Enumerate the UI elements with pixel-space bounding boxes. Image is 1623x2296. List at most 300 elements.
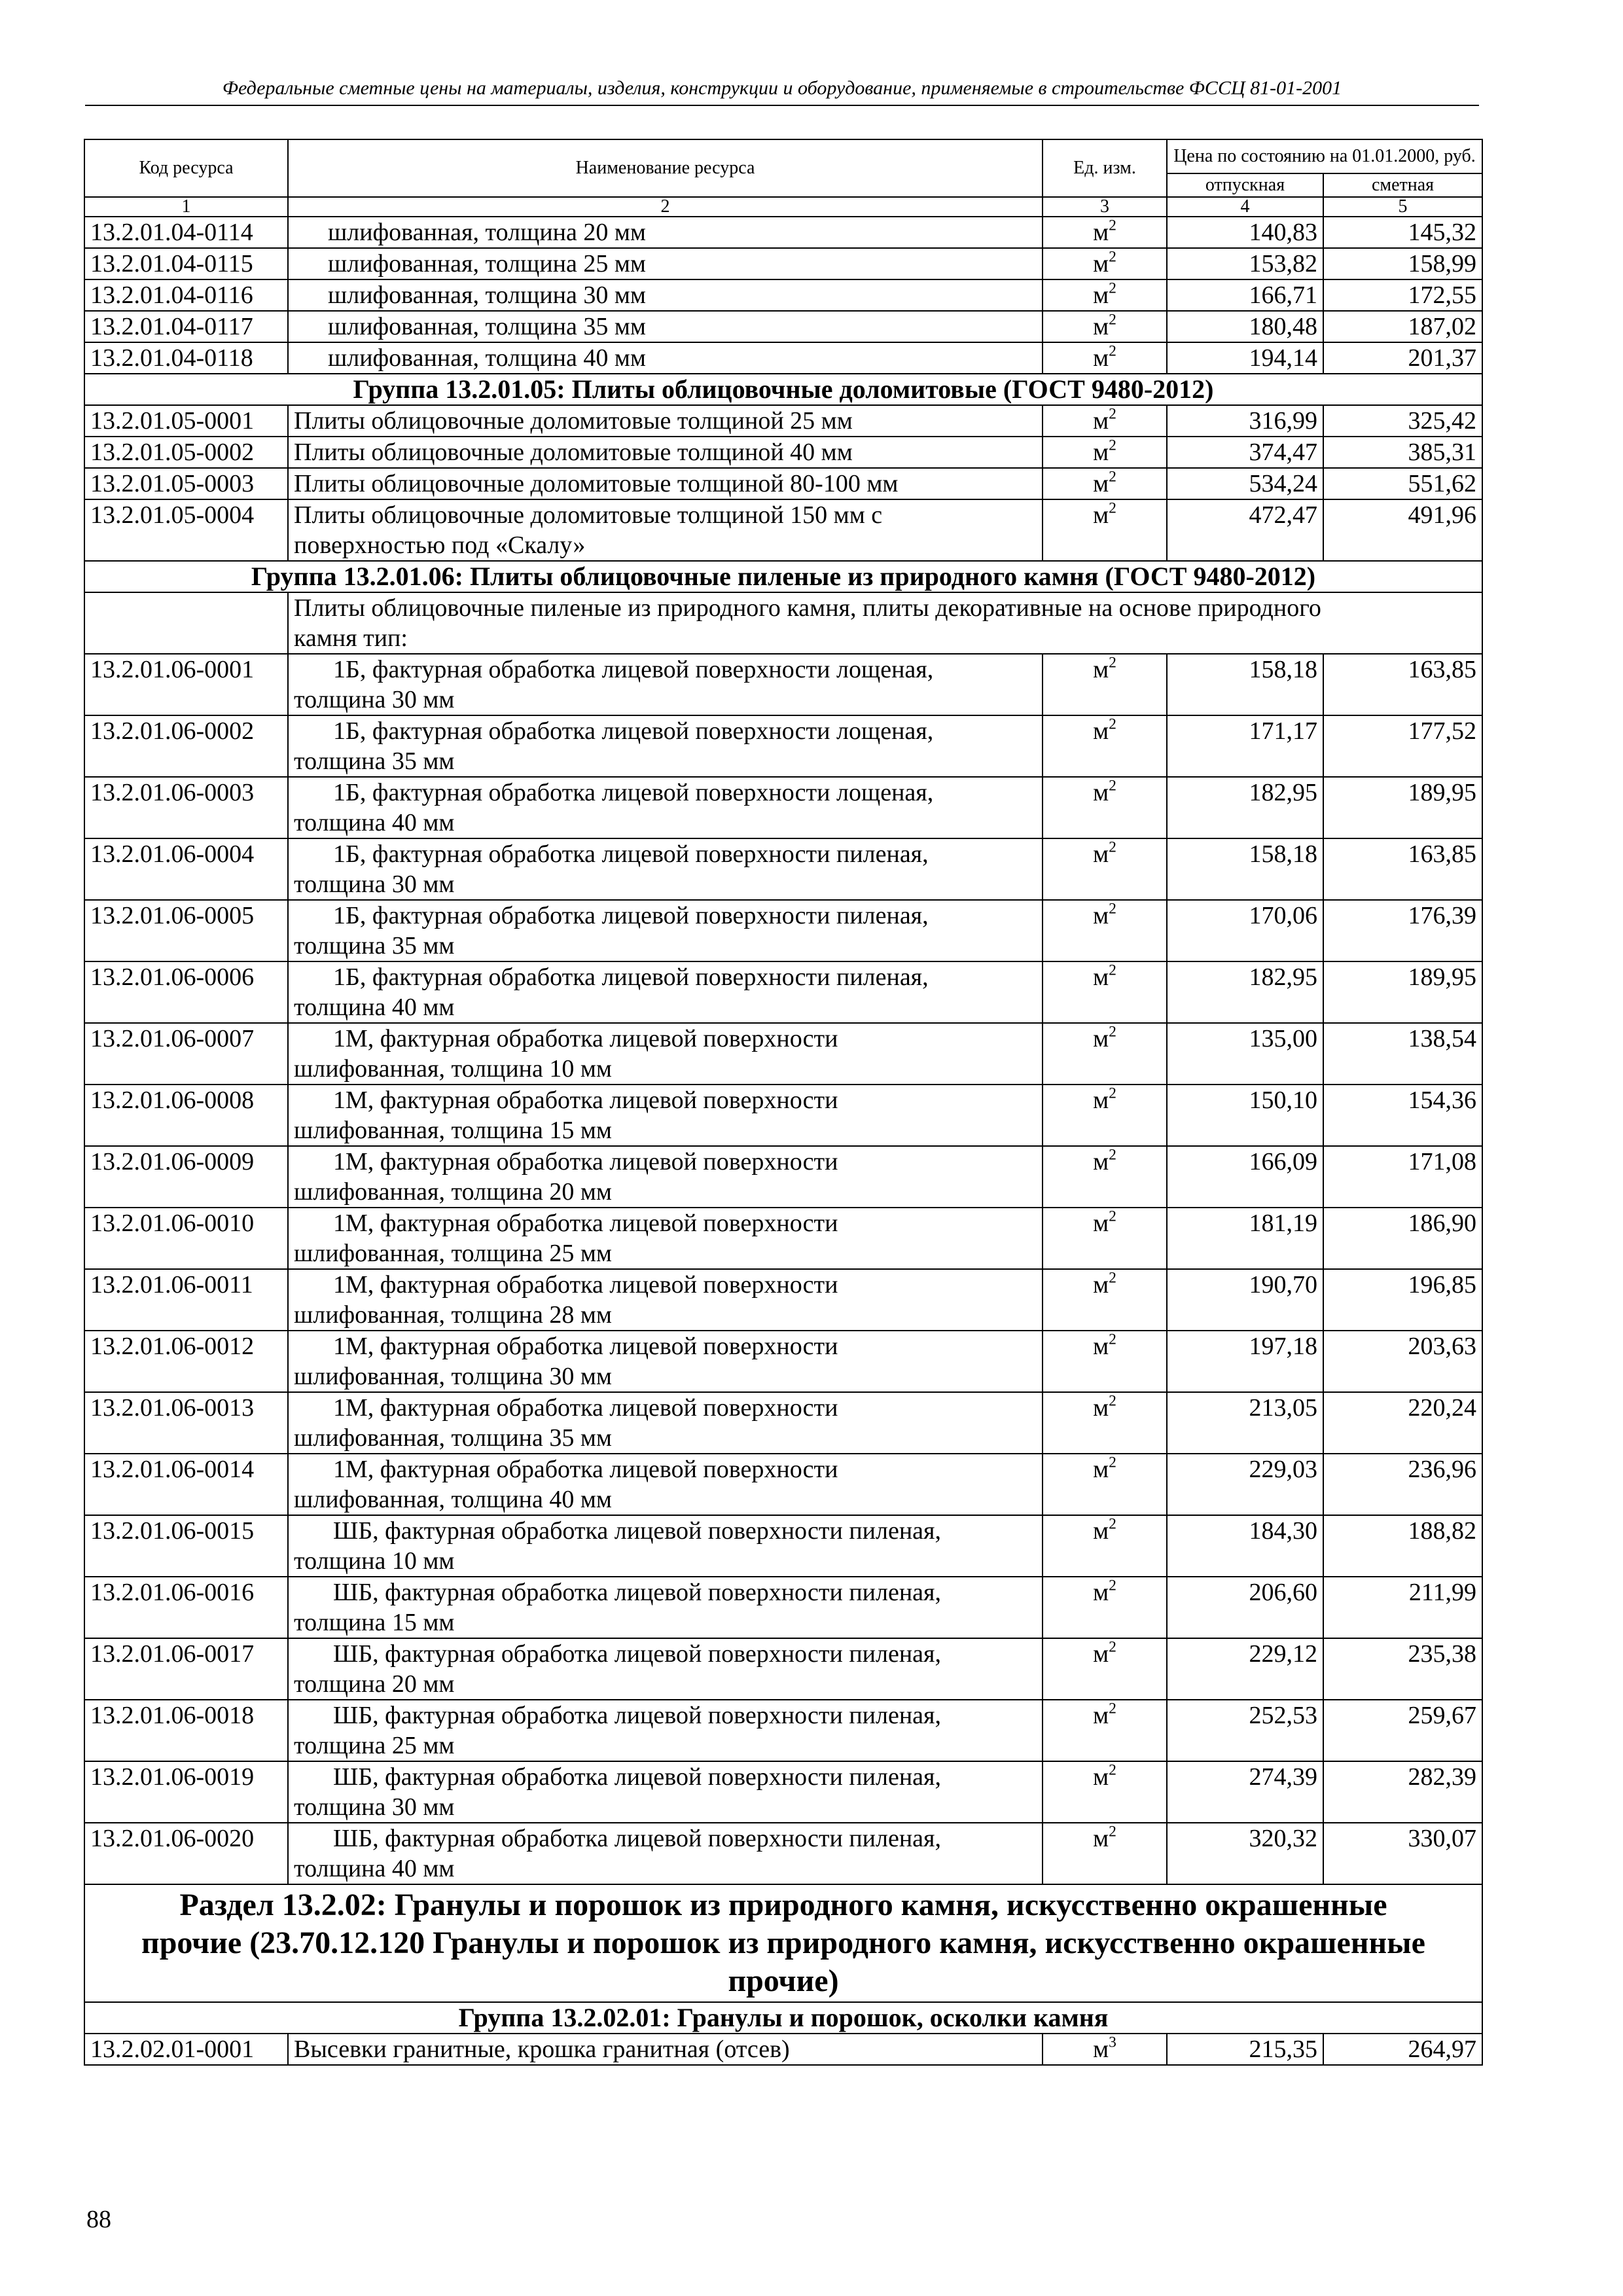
table-row: [84, 1823, 1482, 1884]
resource-name-line: 1М, фактурная обработка лицевой поверхности: [333, 1456, 838, 1483]
resource-code: 13.2.01.06-0003: [84, 777, 288, 838]
col-number: 1: [84, 197, 288, 217]
release-price: 206,60: [1167, 1577, 1323, 1638]
resource-name-line: Высевки гранитные, крошка гранитная (отсев): [294, 2036, 790, 2063]
resource-name-line: 1М, фактурная обработка лицевой поверхности: [333, 1271, 838, 1299]
unit-base: м: [1093, 1333, 1109, 1360]
estimate-price: 235,38: [1323, 1638, 1482, 1700]
unit-base: м: [1093, 1025, 1109, 1052]
resource-name-line: толщина 40 мм: [294, 809, 455, 836]
resource-name: [288, 499, 1043, 561]
resource-code: 13.2.01.05-0003: [84, 468, 288, 499]
unit-of-measure: [1043, 217, 1167, 248]
resource-code: 13.2.01.04-0116: [84, 279, 288, 311]
table-row: [84, 499, 1482, 561]
resource-name-line: 1Б, фактурная обработка лицевой поверхности пиленая,: [333, 902, 929, 929]
estimate-price: 211,99: [1323, 1577, 1482, 1638]
resource-name-line: толщина 40 мм: [294, 994, 455, 1021]
col-header-code: Код ресурса: [84, 139, 288, 197]
resource-name-line: шлифованная, толщина 35 мм: [294, 1424, 612, 1452]
group-note-line: камня тип:: [294, 624, 408, 652]
resource-name: [288, 1146, 1043, 1208]
table-row: [84, 437, 1482, 468]
table-row: [84, 1761, 1482, 1823]
group-heading: Группа 13.2.02.01: Гранулы и порошок, осколки камня: [84, 2002, 1482, 2034]
resource-code: 13.2.01.04-0118: [84, 342, 288, 374]
resource-code: 13.2.01.06-0009: [84, 1146, 288, 1208]
resource-name-line: шлифованная, толщина 15 мм: [294, 1117, 612, 1144]
resource-name: [288, 654, 1043, 715]
resource-name: [288, 1577, 1043, 1638]
unit-exponent: 2: [1109, 217, 1116, 234]
unit-of-measure: [1043, 1331, 1167, 1392]
resource-code: 13.2.01.06-0007: [84, 1023, 288, 1085]
unit-exponent: 2: [1109, 1515, 1116, 1533]
estimate-price: 163,85: [1323, 654, 1482, 715]
unit-exponent: 2: [1109, 715, 1116, 733]
estimate-price: 177,52: [1323, 715, 1482, 777]
unit-exponent: 2: [1109, 1146, 1116, 1164]
resource-name-line: толщина 40 мм: [294, 1855, 455, 1882]
resource-name-line: толщина 35 мм: [294, 932, 455, 960]
unit-of-measure: [1043, 715, 1167, 777]
resource-code: 13.2.01.05-0002: [84, 437, 288, 468]
resource-name-line: поверхностью под «Скалу»: [294, 531, 586, 559]
release-price: 472,47: [1167, 499, 1323, 561]
unit-of-measure: [1043, 468, 1167, 499]
unit-base: м: [1093, 1517, 1109, 1545]
resource-name: [288, 342, 1043, 374]
release-price: 252,53: [1167, 1700, 1323, 1761]
resource-code: 13.2.02.01-0001: [84, 2034, 288, 2065]
resource-name-line: толщина 25 мм: [294, 1732, 455, 1759]
resource-name: [288, 838, 1043, 900]
resource-name-line: ШБ, фактурная обработка лицевой поверхности пиленая,: [333, 1517, 941, 1545]
unit-base: м: [1093, 656, 1109, 683]
unit-of-measure: [1043, 1761, 1167, 1823]
unit-base: м: [1093, 1579, 1109, 1606]
col-header-name: Наименование ресурса: [288, 139, 1043, 197]
col-number: 2: [288, 197, 1043, 217]
resource-code: 13.2.01.06-0015: [84, 1515, 288, 1577]
unit-base: м: [1093, 902, 1109, 929]
empty-code-cell: [84, 592, 288, 654]
estimate-price: 189,95: [1323, 961, 1482, 1023]
unit-base: м: [1093, 2036, 1109, 2063]
resource-name: [288, 777, 1043, 838]
release-price: 229,12: [1167, 1638, 1323, 1700]
table-row: [84, 1454, 1482, 1515]
unit-of-measure: [1043, 499, 1167, 561]
table-row: [84, 2034, 1482, 2065]
unit-base: м: [1093, 1394, 1109, 1422]
unit-of-measure: [1043, 1454, 1167, 1515]
release-price: 229,03: [1167, 1454, 1323, 1515]
unit-of-measure: [1043, 1577, 1167, 1638]
group-note: [288, 592, 1482, 654]
estimate-price: 196,85: [1323, 1269, 1482, 1331]
resource-name-line: шлифованная, толщина 10 мм: [294, 1055, 612, 1083]
unit-base: м: [1093, 281, 1109, 309]
resource-name: [288, 1331, 1043, 1392]
table-row: [84, 1515, 1482, 1577]
release-price: 180,48: [1167, 311, 1323, 342]
group-heading-row: [84, 2002, 1482, 2034]
resource-name-line: 1Б, фактурная обработка лицевой поверхности лощеная,: [333, 656, 934, 683]
release-price: 213,05: [1167, 1392, 1323, 1454]
unit-base: м: [1093, 1148, 1109, 1175]
resource-code: 13.2.01.06-0018: [84, 1700, 288, 1761]
resource-name-line: толщина 30 мм: [294, 870, 455, 898]
resource-name: [288, 468, 1043, 499]
estimate-price: 172,55: [1323, 279, 1482, 311]
estimate-price: 259,67: [1323, 1700, 1482, 1761]
resource-name-line: Плиты облицовочные доломитовые толщиной 25 мм: [294, 407, 853, 435]
unit-exponent: 2: [1109, 1269, 1116, 1287]
resource-name-line: ШБ, фактурная обработка лицевой поверхности пиленая,: [333, 1825, 941, 1852]
release-price: 166,09: [1167, 1146, 1323, 1208]
unit-of-measure: [1043, 1392, 1167, 1454]
estimate-price: 163,85: [1323, 838, 1482, 900]
unit-of-measure: [1043, 2034, 1167, 2065]
column-number-row: [84, 197, 1482, 217]
resource-name-line: 1М, фактурная обработка лицевой поверхности: [333, 1086, 838, 1114]
unit-base: м: [1093, 250, 1109, 278]
unit-exponent: 2: [1109, 342, 1116, 360]
resource-name: [288, 1392, 1043, 1454]
table-row: [84, 715, 1482, 777]
resource-name: [288, 1454, 1043, 1515]
unit-of-measure: [1043, 1638, 1167, 1700]
unit-exponent: 2: [1109, 499, 1116, 517]
release-price: 534,24: [1167, 468, 1323, 499]
unit-of-measure: [1043, 1515, 1167, 1577]
section-heading-row: [84, 1884, 1482, 2002]
resource-name-line: 1М, фактурная обработка лицевой поверхности: [333, 1333, 838, 1360]
resource-name-line: толщина 10 мм: [294, 1547, 455, 1575]
unit-of-measure: [1043, 248, 1167, 279]
unit-of-measure: [1043, 1823, 1167, 1884]
resource-name: [288, 1023, 1043, 1085]
unit-base: м: [1093, 1210, 1109, 1237]
unit-exponent: 2: [1109, 1331, 1116, 1348]
resource-code: 13.2.01.06-0010: [84, 1208, 288, 1269]
resource-name-line: 1Б, фактурная обработка лицевой поверхности лощеная,: [333, 717, 934, 745]
unit-exponent: 2: [1109, 1208, 1116, 1225]
resource-name-line: ШБ, фактурная обработка лицевой поверхности пиленая,: [333, 1579, 941, 1606]
resource-name: [288, 1208, 1043, 1269]
resource-code: 13.2.01.06-0004: [84, 838, 288, 900]
table-row: [84, 1700, 1482, 1761]
table-row: [84, 1638, 1482, 1700]
estimate-price: 158,99: [1323, 248, 1482, 279]
resource-name-line: 1М, фактурная обработка лицевой поверхности: [333, 1148, 838, 1175]
table-row: [84, 1208, 1482, 1269]
resource-code: 13.2.01.06-0002: [84, 715, 288, 777]
estimate-price: 188,82: [1323, 1515, 1482, 1577]
resource-name-line: 1М, фактурная обработка лицевой поверхности: [333, 1025, 838, 1052]
release-price: 190,70: [1167, 1269, 1323, 1331]
resource-name-line: толщина 15 мм: [294, 1609, 455, 1636]
section-heading: [84, 1884, 1482, 2002]
resource-name: [288, 311, 1043, 342]
resource-code: 13.2.01.06-0012: [84, 1331, 288, 1392]
release-price: 153,82: [1167, 248, 1323, 279]
resource-name: [288, 217, 1043, 248]
unit-of-measure: [1043, 838, 1167, 900]
release-price: 135,00: [1167, 1023, 1323, 1085]
col-header-unit: Ед. изм.: [1043, 139, 1167, 197]
unit-exponent: 2: [1109, 1454, 1116, 1471]
estimate-price: 236,96: [1323, 1454, 1482, 1515]
resource-code: 13.2.01.06-0005: [84, 900, 288, 961]
unit-exponent: 2: [1109, 777, 1116, 795]
estimate-price: 264,97: [1323, 2034, 1482, 2065]
resource-name-line: Плиты облицовочные доломитовые толщиной 80-100 мм: [294, 470, 899, 497]
resource-name-line: шлифованная, толщина 20 мм: [328, 219, 646, 246]
unit-of-measure: [1043, 1146, 1167, 1208]
col-number: 3: [1043, 197, 1167, 217]
unit-exponent: 2: [1109, 900, 1116, 918]
estimate-price: 138,54: [1323, 1023, 1482, 1085]
unit-base: м: [1093, 219, 1109, 246]
estimate-price: 189,95: [1323, 777, 1482, 838]
estimate-price: 282,39: [1323, 1761, 1482, 1823]
unit-base: м: [1093, 344, 1109, 372]
unit-of-measure: [1043, 1023, 1167, 1085]
unit-base: м: [1093, 1702, 1109, 1729]
estimate-price: 385,31: [1323, 437, 1482, 468]
table-body: [84, 217, 1482, 2065]
unit-of-measure: [1043, 654, 1167, 715]
resource-name: [288, 1638, 1043, 1700]
resource-name-line: ШБ, фактурная обработка лицевой поверхности пиленая,: [333, 1763, 941, 1791]
resource-name-line: 1М, фактурная обработка лицевой поверхности: [333, 1394, 838, 1422]
release-price: 316,99: [1167, 405, 1323, 437]
unit-exponent: 2: [1109, 468, 1116, 486]
unit-exponent: 2: [1109, 838, 1116, 856]
resource-code: 13.2.01.06-0014: [84, 1454, 288, 1515]
unit-base: м: [1093, 1763, 1109, 1791]
unit-base: м: [1093, 840, 1109, 868]
table-row: [84, 1331, 1482, 1392]
unit-of-measure: [1043, 777, 1167, 838]
release-price: 166,71: [1167, 279, 1323, 311]
unit-of-measure: [1043, 1269, 1167, 1331]
estimate-price: 176,39: [1323, 900, 1482, 961]
resource-name-line: шлифованная, толщина 35 мм: [328, 313, 646, 340]
estimate-price: 220,24: [1323, 1392, 1482, 1454]
table-row: [84, 838, 1482, 900]
resource-code: 13.2.01.06-0020: [84, 1823, 288, 1884]
resource-name-line: Плиты облицовочные доломитовые толщиной 40 мм: [294, 439, 853, 466]
table-row: [84, 1085, 1482, 1146]
release-price: 215,35: [1167, 2034, 1323, 2065]
unit-exponent: 2: [1109, 1392, 1116, 1410]
unit-of-measure: [1043, 961, 1167, 1023]
unit-base: м: [1093, 407, 1109, 435]
resource-code: 13.2.01.06-0001: [84, 654, 288, 715]
col-header-estimate: сметная: [1323, 173, 1482, 197]
release-price: 171,17: [1167, 715, 1323, 777]
unit-exponent: 2: [1109, 1823, 1116, 1840]
release-price: 150,10: [1167, 1085, 1323, 1146]
estimate-price: 551,62: [1323, 468, 1482, 499]
table-row: [84, 1577, 1482, 1638]
resource-code: 13.2.01.06-0011: [84, 1269, 288, 1331]
resource-code: 13.2.01.04-0114: [84, 217, 288, 248]
table-row: [84, 217, 1482, 248]
unit-of-measure: [1043, 311, 1167, 342]
unit-base: м: [1093, 963, 1109, 991]
unit-base: м: [1093, 1086, 1109, 1114]
unit-base: м: [1093, 1640, 1109, 1668]
table-row: [84, 1269, 1482, 1331]
resource-name: [288, 1823, 1043, 1884]
resource-name-line: шлифованная, толщина 25 мм: [294, 1240, 612, 1267]
estimate-price: 325,42: [1323, 405, 1482, 437]
unit-exponent: 2: [1109, 279, 1116, 297]
resource-name-line: шлифованная, толщина 28 мм: [294, 1301, 612, 1329]
section-heading-line: прочие): [728, 1964, 839, 1998]
resource-code: 13.2.01.06-0016: [84, 1577, 288, 1638]
resource-name-line: толщина 35 мм: [294, 747, 455, 775]
unit-exponent: 2: [1109, 1761, 1116, 1779]
resource-name-line: 1М, фактурная обработка лицевой поверхности: [333, 1210, 838, 1237]
unit-base: м: [1093, 439, 1109, 466]
table-row: [84, 900, 1482, 961]
resource-name-line: шлифованная, толщина 20 мм: [294, 1178, 612, 1206]
table-row: [84, 279, 1482, 311]
table-row: [84, 405, 1482, 437]
table-row: [84, 961, 1482, 1023]
resource-code: 13.2.01.06-0017: [84, 1638, 288, 1700]
unit-of-measure: [1043, 437, 1167, 468]
release-price: 170,06: [1167, 900, 1323, 961]
group-heading: Группа 13.2.01.06: Плиты облицовочные пиленые из природного камня (ГОСТ 9480-2012): [84, 561, 1482, 592]
unit-of-measure: [1043, 1208, 1167, 1269]
unit-of-measure: [1043, 1700, 1167, 1761]
release-price: 374,47: [1167, 437, 1323, 468]
unit-exponent: 2: [1109, 437, 1116, 454]
col-number: 5: [1323, 197, 1482, 217]
release-price: 181,19: [1167, 1208, 1323, 1269]
estimate-price: 186,90: [1323, 1208, 1482, 1269]
estimate-price: 145,32: [1323, 217, 1482, 248]
release-price: 184,30: [1167, 1515, 1323, 1577]
unit-base: м: [1093, 1456, 1109, 1483]
header-row-top: [84, 139, 1482, 173]
resource-name: [288, 279, 1043, 311]
release-price: 158,18: [1167, 654, 1323, 715]
table-row: [84, 777, 1482, 838]
resource-name: [288, 961, 1043, 1023]
col-number: 4: [1167, 197, 1323, 217]
table-row: [84, 1392, 1482, 1454]
resource-code: 13.2.01.06-0006: [84, 961, 288, 1023]
group-note-line: Плиты облицовочные пиленые из природного камня, плиты декоративные на основе природного: [294, 594, 1321, 622]
estimate-price: 201,37: [1323, 342, 1482, 374]
resource-name: [288, 437, 1043, 468]
col-header-price: Цена по состоянию на 01.01.2000, руб.: [1167, 139, 1482, 173]
unit-base: м: [1093, 1825, 1109, 1852]
resource-name-line: шлифованная, толщина 25 мм: [328, 250, 646, 278]
resource-code: 13.2.01.06-0019: [84, 1761, 288, 1823]
resource-code: 13.2.01.06-0013: [84, 1392, 288, 1454]
unit-base: м: [1093, 313, 1109, 340]
resource-name: [288, 248, 1043, 279]
resource-name: [288, 1700, 1043, 1761]
resource-name: [288, 715, 1043, 777]
release-price: 140,83: [1167, 217, 1323, 248]
group-note-row: [84, 592, 1482, 654]
resource-name-line: шлифованная, толщина 40 мм: [294, 1486, 612, 1513]
resource-name-line: толщина 30 мм: [294, 1793, 455, 1821]
resource-code: 13.2.01.05-0001: [84, 405, 288, 437]
table-row: [84, 342, 1482, 374]
unit-of-measure: [1043, 405, 1167, 437]
resource-name: [288, 1515, 1043, 1577]
unit-exponent: 2: [1109, 654, 1116, 672]
release-price: 182,95: [1167, 777, 1323, 838]
resource-name-line: шлифованная, толщина 40 мм: [328, 344, 646, 372]
resource-code: 13.2.01.04-0115: [84, 248, 288, 279]
group-heading-row: [84, 561, 1482, 592]
unit-exponent: 2: [1109, 1638, 1116, 1656]
resource-name-line: 1Б, фактурная обработка лицевой поверхности пиленая,: [333, 840, 929, 868]
group-heading: Группа 13.2.01.05: Плиты облицовочные доломитовые (ГОСТ 9480-2012): [84, 374, 1482, 405]
estimate-price: 491,96: [1323, 499, 1482, 561]
unit-base: м: [1093, 717, 1109, 745]
unit-exponent: 2: [1109, 248, 1116, 266]
section-heading-line: Раздел 13.2.02: Гранулы и порошок из природного камня, искусственно окрашенные: [179, 1888, 1387, 1922]
unit-exponent: 3: [1109, 2034, 1116, 2051]
unit-base: м: [1093, 470, 1109, 497]
running-header: Федеральные сметные цены на материалы, изделия, конструкции и оборудование, применяемые в строительстве ФССЦ 81-01-2001: [85, 72, 1479, 106]
table-row: [84, 1146, 1482, 1208]
unit-exponent: 2: [1109, 1023, 1116, 1041]
resource-code: 13.2.01.06-0008: [84, 1085, 288, 1146]
unit-exponent: 2: [1109, 1577, 1116, 1594]
unit-of-measure: [1043, 1085, 1167, 1146]
unit-exponent: 2: [1109, 405, 1116, 423]
resource-name-line: шлифованная, толщина 30 мм: [294, 1363, 612, 1390]
release-price: 158,18: [1167, 838, 1323, 900]
price-table: [84, 139, 1483, 2066]
resource-name-line: Плиты облицовочные доломитовые толщиной 150 мм с: [294, 501, 883, 529]
unit-exponent: 2: [1109, 1085, 1116, 1102]
resource-name: [288, 1085, 1043, 1146]
col-header-release: отпускная: [1167, 173, 1323, 197]
resource-name-line: толщина 30 мм: [294, 686, 455, 713]
resource-name: [288, 1761, 1043, 1823]
release-price: 320,32: [1167, 1823, 1323, 1884]
table-row: [84, 248, 1482, 279]
resource-name: [288, 405, 1043, 437]
estimate-price: 330,07: [1323, 1823, 1482, 1884]
table-row: [84, 468, 1482, 499]
release-price: 182,95: [1167, 961, 1323, 1023]
release-price: 274,39: [1167, 1761, 1323, 1823]
unit-of-measure: [1043, 342, 1167, 374]
release-price: 197,18: [1167, 1331, 1323, 1392]
unit-base: м: [1093, 501, 1109, 529]
unit-exponent: 2: [1109, 311, 1116, 329]
unit-base: м: [1093, 1271, 1109, 1299]
table-row: [84, 1023, 1482, 1085]
estimate-price: 171,08: [1323, 1146, 1482, 1208]
unit-exponent: 2: [1109, 1700, 1116, 1717]
